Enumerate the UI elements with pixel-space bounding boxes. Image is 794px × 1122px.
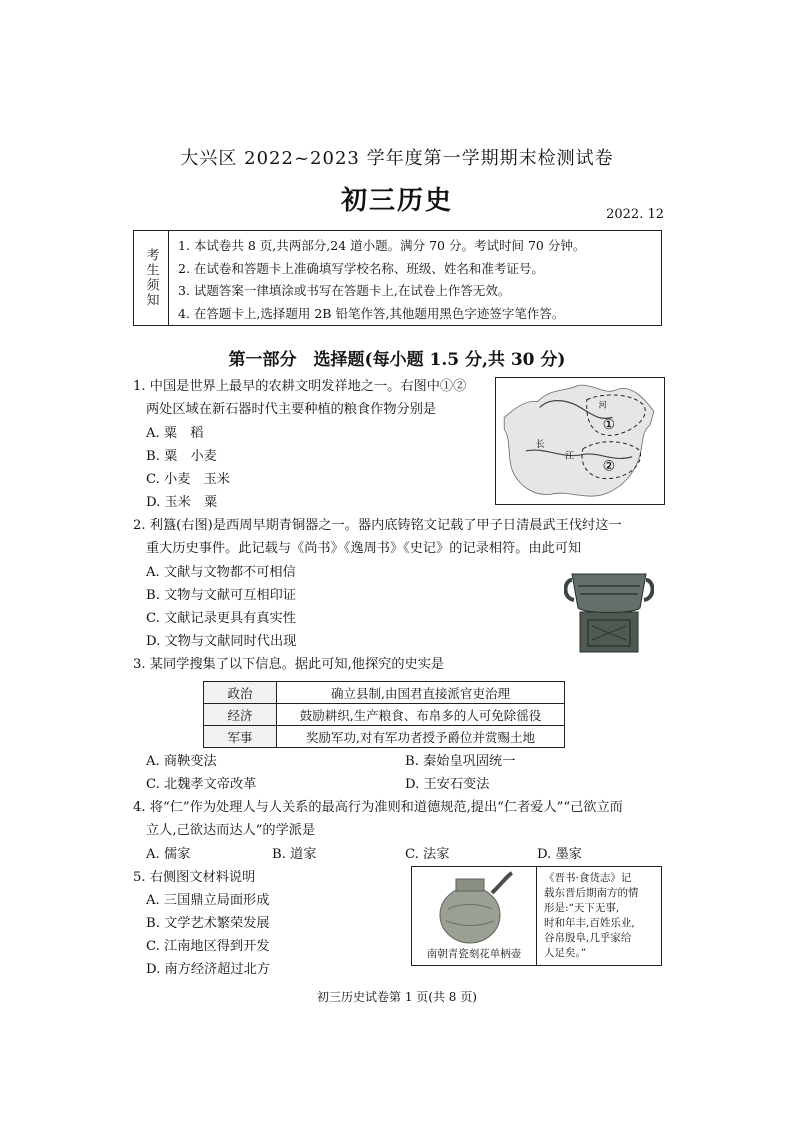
q4-stem-line2: 立人,己欲达而达人”的学派是 bbox=[146, 823, 316, 838]
table-value-cell: 鼓励耕织,生产粮食、布帛多的人可免除徭役 bbox=[277, 704, 565, 726]
q2-stem-line1: 2. 利簋(右图)是西周早期青铜器之一。器内底铸铭文记载了甲子日清晨武王伐纣这一 bbox=[133, 518, 622, 533]
q1-option-d: D. 玉米 粟 bbox=[146, 495, 218, 510]
page-footer: 初三历史试卷第 1 页(共 8 页) bbox=[317, 990, 477, 1004]
map-river-label-chang: 长 bbox=[535, 439, 545, 450]
q3-option-c: C. 北魏孝文帝改革 bbox=[146, 777, 257, 792]
table-key-cell: 军事 bbox=[204, 726, 277, 748]
notice-item: 4. 在答题卡上,选择题用 2B 铅笔作答,其他题用黑色字迹签字笔作答。 bbox=[178, 305, 565, 321]
q2-option-d: D. 文物与文献同时代出现 bbox=[146, 634, 297, 649]
q2-stem-line2: 重大历史事件。此记载与《尚书》《逸周书》《史记》的记录相符。由此可知 bbox=[146, 541, 582, 556]
q2-option-b: B. 文物与文献可互相印证 bbox=[146, 588, 296, 603]
quote-line: 载东晋后期南方的情 bbox=[544, 887, 639, 899]
table-key-cell: 经济 bbox=[204, 704, 277, 726]
q4-option-b: B. 道家 bbox=[272, 847, 317, 862]
celadon-pot-image bbox=[412, 869, 536, 949]
table-value-cell: 确立县制,由国君直接派官吏治理 bbox=[277, 682, 565, 704]
q1-option-a: A. 粟 稻 bbox=[146, 426, 204, 441]
map-region-1: ① bbox=[602, 417, 615, 434]
quote-line: 《晋书·食货志》记 bbox=[544, 872, 632, 884]
q3-info-table bbox=[203, 681, 565, 748]
table-key-cell: 政治 bbox=[204, 682, 277, 704]
exam-title: 大兴区 2022~2023 学年度第一学期期末检测试卷 bbox=[180, 148, 614, 169]
jinshu-quote bbox=[544, 871, 658, 961]
table-row bbox=[204, 726, 565, 748]
q5-option-c: C. 江南地区得到开发 bbox=[146, 939, 270, 954]
q1-option-c: C. 小麦 玉米 bbox=[146, 472, 230, 487]
notice-box bbox=[133, 230, 662, 326]
quote-line: 人足矣。” bbox=[544, 947, 587, 959]
q4-option-a: A. 儒家 bbox=[146, 847, 191, 862]
q2-option-a: A. 文献与文物都不可相信 bbox=[146, 565, 296, 580]
q1-stem-line2: 两处区域在新石器时代主要种植的粮食作物分别是 bbox=[146, 402, 437, 417]
q1-stem-line1: 1. 中国是世界上最早的农耕文明发祥地之一。右图中①② bbox=[133, 379, 467, 394]
q5-image-cell bbox=[412, 867, 537, 965]
table-value-cell: 奖励军功,对有军功者授予爵位并赏赐土地 bbox=[277, 726, 565, 748]
q5-option-d: D. 南方经济超过北方 bbox=[146, 962, 270, 977]
map-river-label-jiang: 江 bbox=[565, 451, 575, 462]
q4-option-d: D. 墨家 bbox=[537, 847, 582, 862]
pot-caption: 南朝青瓷刻花单柄壶 bbox=[426, 948, 522, 960]
table-row bbox=[204, 682, 565, 704]
china-map-figure bbox=[495, 377, 665, 505]
li-gui-bronze-vessel-image bbox=[564, 564, 654, 656]
table-row bbox=[204, 704, 565, 726]
q3-option-a: A. 商鞅变法 bbox=[146, 754, 217, 769]
q3-stem: 3. 某同学搜集了以下信息。据此可知,他探究的史实是 bbox=[133, 657, 445, 672]
notice-item: 1. 本试卷共 8 页,共两部分,24 道小题。满分 70 分。考试时间 70 分钟。 bbox=[178, 238, 586, 253]
quote-line: 形是:“天下无事, bbox=[544, 902, 620, 914]
quote-line: 时和年丰,百姓乐业, bbox=[544, 917, 635, 929]
notice-item: 2. 在试卷和答题卡上准确填写学校名称、班级、姓名和准考证号。 bbox=[178, 260, 544, 276]
q4-stem-line1: 4. 将“仁”作为处理人与人关系的最高行为准则和道德规范,提出“仁者爱人”“己欲立而 bbox=[133, 800, 623, 815]
map-river-label-huanghe: 河 bbox=[598, 400, 607, 410]
notice-item: 3. 试题答案一律填涂或书写在答题卡上,在试卷上作答无效。 bbox=[178, 283, 511, 298]
q4-option-c: C. 法家 bbox=[405, 847, 450, 862]
q5-option-a: A. 三国鼎立局面形成 bbox=[146, 893, 270, 908]
exam-subject: 初三历史 bbox=[340, 186, 453, 216]
notice-label-cell bbox=[134, 231, 169, 325]
exam-date: 2022. 12 bbox=[606, 207, 664, 222]
q5-option-b: B. 文学艺术繁荣发展 bbox=[146, 916, 270, 931]
q5-material-box bbox=[411, 866, 662, 966]
notice-label: 考生须知 bbox=[143, 248, 159, 308]
map-region-2: ② bbox=[602, 458, 615, 475]
notice-list bbox=[178, 235, 585, 325]
q2-option-c: C. 文献记录更具有真实性 bbox=[146, 611, 296, 626]
section-title: 第一部分 选择题(每小题 1.5 分,共 30 分) bbox=[228, 350, 566, 370]
q3-option-b: B. 秦始皇巩固统一 bbox=[405, 754, 516, 769]
q5-stem: 5. 右侧图文材料说明 bbox=[133, 870, 256, 885]
q3-option-d: D. 王安石变法 bbox=[405, 777, 490, 792]
q1-option-b: B. 粟 小麦 bbox=[146, 449, 217, 464]
quote-line: 谷帛殷阜,几乎家给 bbox=[544, 932, 632, 944]
